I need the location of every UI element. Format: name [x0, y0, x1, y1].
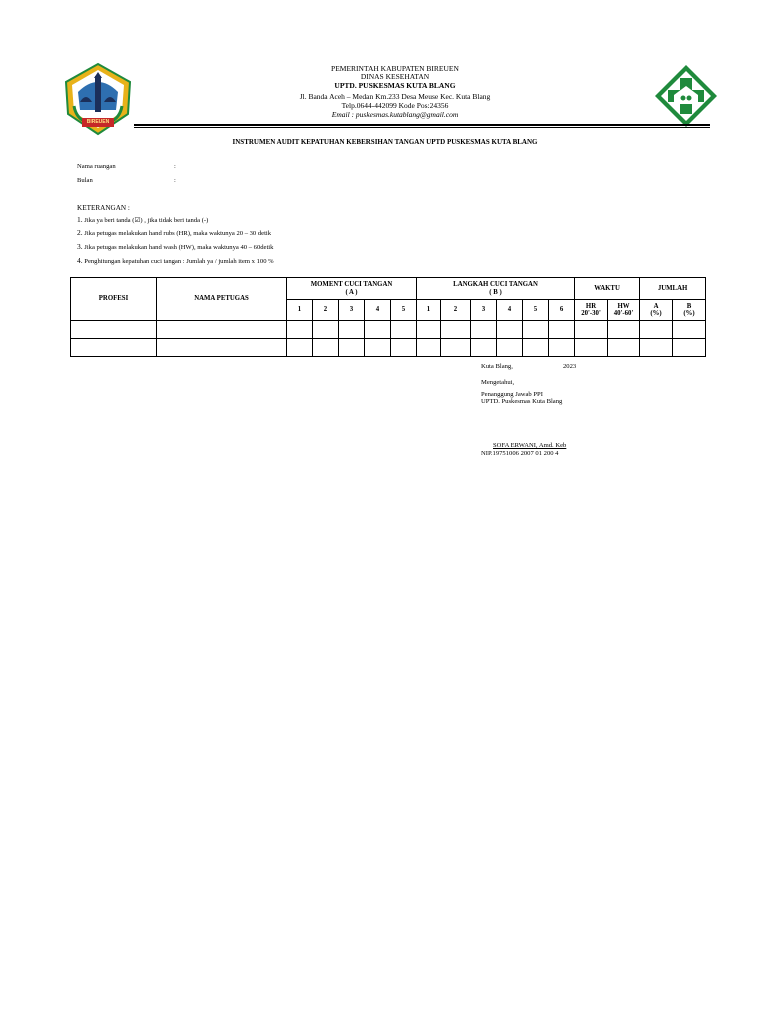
note-text: Jika petugas melakukan hand rubs (HR), maka waktunya 20 – 30 detik — [84, 230, 272, 237]
signature-place: Kuta Blang, — [481, 363, 513, 370]
note-item — [77, 242, 273, 251]
col-moment-sub: ( A ) — [345, 288, 358, 296]
signature-nip: NIP.19751006 2007 01 200 4 — [481, 450, 559, 457]
signature-acknowledged: Mengetahui, — [481, 379, 515, 386]
col-langkah-label: LANGKAH CUCI TANGAN — [453, 281, 538, 288]
col-langkah — [417, 278, 575, 300]
col-moment-label: MOMENT CUCI TANGAN — [310, 281, 393, 288]
col-hw-label: HW — [617, 302, 630, 310]
logo-caption: BIREUEN — [86, 119, 110, 125]
org-name: UPTD. PUSKESMAS KUTA BLANG — [334, 81, 456, 90]
col-waktu: WAKTU — [575, 278, 640, 300]
notes-heading: KETERANGAN : — [77, 204, 130, 212]
col-hr — [575, 300, 608, 321]
field-room-sep: : — [174, 163, 176, 170]
moment-col-5: 5 — [391, 300, 417, 321]
note-number: 3. — [77, 242, 83, 251]
moment-col-1: 1 — [287, 300, 313, 321]
note-number: 2. — [77, 228, 83, 237]
audit-table — [70, 277, 706, 357]
col-hr-label: HR — [585, 302, 597, 310]
moment-col-3: 3 — [339, 300, 365, 321]
signature-org: UPTD. Puskesmas Kuta Blang — [481, 398, 563, 405]
col-moment — [287, 278, 417, 300]
dept-name: DINAS KESEHATAN — [360, 72, 430, 81]
note-number: 1. — [77, 215, 83, 224]
note-item — [77, 215, 208, 224]
moment-col-2: 2 — [313, 300, 339, 321]
col-profesi: PROFESI — [71, 278, 157, 321]
langkah-col-1: 1 — [417, 300, 441, 321]
note-item — [77, 228, 271, 237]
col-nama-petugas: NAMA PETUGAS — [157, 278, 287, 321]
field-month-sep: : — [174, 177, 176, 184]
org-phone: Telp.0644-442099 Kode Pos:24356 — [341, 101, 449, 110]
bireuen-logo — [62, 62, 134, 138]
note-number: 4. — [77, 256, 83, 265]
col-b — [673, 300, 706, 321]
note-text: Jika petugas melakukan hand wash (HW), maka waktunya 40 – 60detik — [84, 244, 274, 251]
col-hw — [608, 300, 640, 321]
header-divider-thin — [134, 127, 710, 128]
col-a — [640, 300, 673, 321]
col-langkah-sub: ( B ) — [489, 288, 502, 296]
gov-name: PEMERINTAH KABUPATEN BIREUEN — [331, 64, 459, 73]
col-a-pct: (%) — [650, 310, 662, 317]
field-room-label: Nama ruangan — [77, 163, 116, 170]
signature-name: SOFA ERWANI, Amd. Keb — [493, 442, 567, 449]
langkah-col-4: 4 — [497, 300, 523, 321]
table-row — [71, 321, 706, 339]
col-jumlah: JUMLAH — [640, 278, 706, 300]
langkah-col-6: 6 — [549, 300, 575, 321]
note-text: Jika ya beri tanda (☑) , jika tidak beri tanda (-) — [84, 217, 209, 224]
puskesmas-logo — [652, 62, 720, 130]
header-divider — [134, 124, 710, 126]
col-hw-time: 40'-60' — [613, 310, 634, 317]
org-address: Jl. Banda Aceh – Medan Km.233 Desa Meuse Kec. Kuta Blang — [299, 92, 491, 101]
note-item — [77, 256, 274, 265]
field-month-label: Bulan — [77, 177, 93, 184]
col-hr-time: 20'-30' — [581, 310, 601, 317]
col-a-label: A — [653, 302, 659, 310]
note-text: Penghitungan kepatuhan cuci tangan : Jumlah ya / jumlah item x 100 % — [84, 258, 274, 265]
document-title: INSTRUMEN AUDIT KEPATUHAN KEBERSIHAN TANGAN UPTD PUSKESMAS KUTA BLANG — [232, 138, 538, 146]
langkah-col-2: 2 — [441, 300, 471, 321]
signature-role: Penanggung Jawab PPI — [481, 391, 543, 398]
langkah-col-5: 5 — [523, 300, 549, 321]
moment-col-4: 4 — [365, 300, 391, 321]
signature-year: 2023 — [563, 363, 577, 370]
table-row — [71, 339, 706, 357]
col-b-pct: (%) — [683, 310, 695, 317]
langkah-col-3: 3 — [471, 300, 497, 321]
col-b-label: B — [686, 302, 692, 310]
org-email: Email : puskesmas.kutablang@gmail.com — [331, 110, 459, 119]
